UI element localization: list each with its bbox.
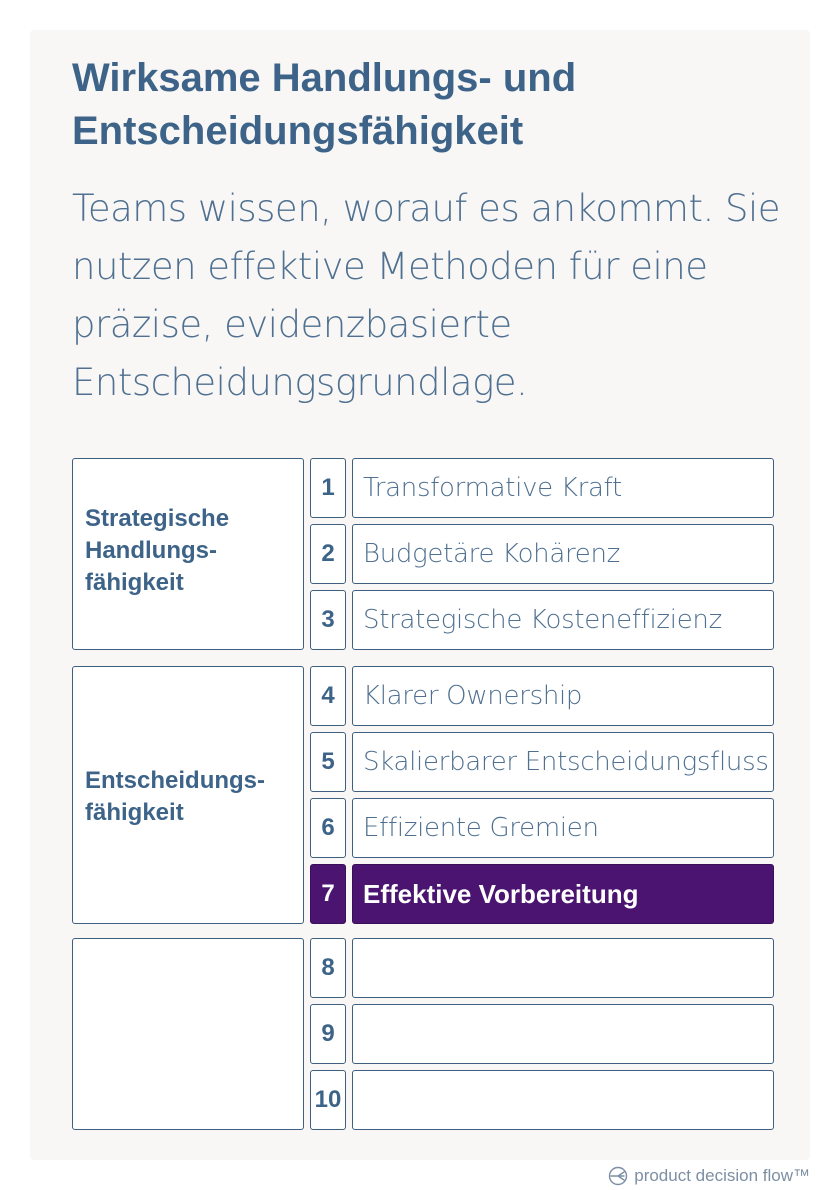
item-number: 6 — [310, 798, 346, 858]
item-label — [352, 1070, 774, 1130]
item-number: 9 — [310, 1004, 346, 1064]
item-label: Effiziente Gremien — [352, 798, 774, 858]
item-label: Skalierbarer Entscheidungsfluss — [352, 732, 774, 792]
page-subtitle: Teams wissen, worauf es ankommt. Sie nutzen effektive Methoden für eine präzise, evidenzbasierte Entscheidungsgrundlage. — [72, 187, 780, 404]
group-decision — [72, 666, 304, 924]
brand-footer — [608, 1163, 810, 1189]
item-label — [352, 1004, 774, 1064]
item-label — [352, 938, 774, 998]
page-title: Wirksame Handlungs- und Entscheidungsfähigkeit — [72, 56, 577, 153]
item-label: Transformative Kraft — [352, 458, 774, 518]
item-number: 4 — [310, 666, 346, 726]
item-number: 5 — [310, 732, 346, 792]
product-decision-flow-logo-icon — [608, 1166, 628, 1186]
item-label: Klarer Ownership — [352, 666, 774, 726]
item-label: Budgetäre Kohärenz — [352, 524, 774, 584]
group-label: Entscheidungs-fähigkeit — [85, 767, 266, 826]
item-label-highlighted: Effektive Vorbereitung — [352, 864, 774, 924]
item-number: 1 — [310, 458, 346, 518]
group-label: Strategische Handlungs-fähigkeit — [85, 505, 230, 596]
group-empty — [72, 938, 304, 1130]
item-number-highlighted: 7 — [310, 864, 346, 924]
item-number: 2 — [310, 524, 346, 584]
item-label: Strategische Kosteneffizienz — [352, 590, 774, 650]
group-strategic — [72, 458, 304, 650]
item-number: 3 — [310, 590, 346, 650]
item-number: 8 — [310, 938, 346, 998]
item-number: 10 — [310, 1070, 346, 1130]
brand-name: product decision flow™ — [634, 1166, 810, 1185]
